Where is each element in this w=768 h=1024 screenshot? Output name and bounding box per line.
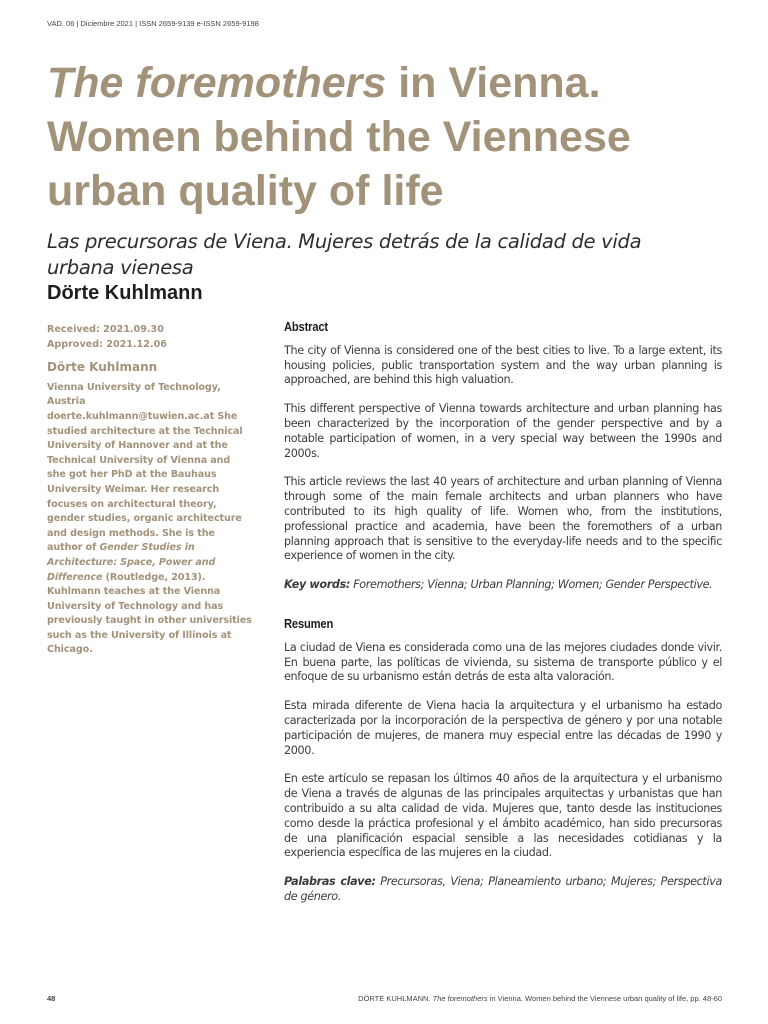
received-date: Received: 2021.09.30 (47, 324, 164, 335)
sidebar-author-name: Dörte Kuhlmann (47, 360, 158, 375)
running-footer (358, 994, 722, 1003)
palabras-clave-label: Palabras clave: (284, 875, 376, 889)
article-title (47, 56, 727, 218)
main-column (284, 320, 722, 919)
bio-part1: Vienna University of Technology, Austria doerte.kuhlmann@tuwien.ac.at She studied architecture at the Technical University of Hannover and at the Technical University of Vienna and she got her PhD at the Bauhaus University Weimar. Her research focuses on architectural theory, gender studies, organic architecture and design methods. She is the author of (47, 381, 243, 554)
article-subtitle (47, 229, 727, 281)
abstract-section (284, 320, 722, 593)
keywords-list: Foremothers; Vienna; Urban Planning; Women; Gender Perspective. (350, 578, 713, 592)
title-italic-part: The foremothers (47, 59, 387, 107)
title-line3: urban quality of life (47, 167, 444, 215)
page-number: 48 (47, 994, 56, 1003)
resumen-heading: Resumen (284, 615, 334, 631)
resumen-keywords (284, 875, 722, 905)
title-line1-rest: in Vienna. (386, 59, 601, 107)
resumen-paragraph-1: La ciudad de Viena es considerada como una de las mejores ciudades donde vivir. En buena parte, las políticas de vivienda, su sistema de transporte público y el enfoque de su urbanismo están detrás de esta alta valoración. (284, 640, 722, 684)
article-dates (47, 323, 252, 352)
journal-header: VAD. 06 | Diciembre 2021 | ISSN 2659-9139 e-ISSN 2659-9198 (47, 19, 259, 28)
running-prefix: DÖRTE KUHLMANN. (358, 994, 433, 1003)
subtitle-line1: Las precursoras de Viena. Mujeres detrás de la calidad de vida (47, 230, 642, 253)
title-line2: Women behind the Viennese (47, 113, 631, 161)
running-italic: The foremothers (432, 994, 488, 1003)
running-suffix: in Vienna. Women behind the Viennese urban quality of life, pp. 48-60 (487, 994, 722, 1003)
resumen-paragraph-2: Esta mirada diferente de Viena hacia la arquitectura y el urbanismo ha estado caracterizada por la incorporación de la perspectiva de género y por una notable participación de mujeres, de manera muy especial entre las décadas de 1990 y 2000. (284, 699, 722, 757)
abstract-paragraph-2: This different perspective of Vienna towards architecture and urban planning has been characterized by the incorporation of the gender perspective and by a notable participation of women, in a very special way between the 1990s and 2000s. (284, 402, 722, 460)
keywords-label: Key words: (284, 578, 351, 592)
author-bio (47, 381, 252, 658)
palabras-clave-list: Precursoras, Viena; Planeamiento urbano; Mujeres; Perspectiva de género. (284, 875, 722, 903)
subtitle-line2: urbana vienesa (47, 256, 194, 279)
abstract-paragraph-1: The city of Vienna is considered one of the best cities to live. To a large extent, its housing policies, public transportation system and the way urban planning is approached, are behind this high valuation. (284, 343, 722, 387)
bio-book-title: Gender Studies in Architecture: Space, Power and Difference (47, 542, 216, 583)
resumen-section (284, 617, 722, 905)
author-sidebar (47, 323, 252, 658)
bio-part2: (Routledge, 2013). Kuhlmann teaches at the Vienna University of Technology and has previously taught in other universities such as the University of Illinois at Chicago. (47, 571, 252, 656)
abstract-heading: Abstract (284, 319, 328, 334)
abstract-keywords (284, 578, 722, 593)
resumen-paragraph-3: En este artículo se repasan los últimos 40 años de la arquitectura y el urbanismo de Viena a través de algunas de las principales arquitectas y urbanistas que han contribuido a su alta calidad de vida. Mujeres que, tanto desde las instituciones como desde la práctica profesional y el ámbito académico, han sido precursoras de una planificación espacial sensible a las necesidades cotidianas y la experiencia específica de las mujeres en la ciudad. (284, 772, 722, 860)
article-author: Dörte Kuhlmann (47, 282, 203, 304)
approved-date: Approved: 2021.12.06 (47, 338, 167, 350)
abstract-paragraph-3: This article reviews the last 40 years of architecture and urban planning of Vienna through some of the main female architects and urban planners who have contributed to its high quality of life. Women who, from the institutions, professional practice and academia, have been the foremothers of a urban planning approach that is sensitive to the everyday-life needs and to the specific experience of women in the city. (284, 475, 722, 563)
